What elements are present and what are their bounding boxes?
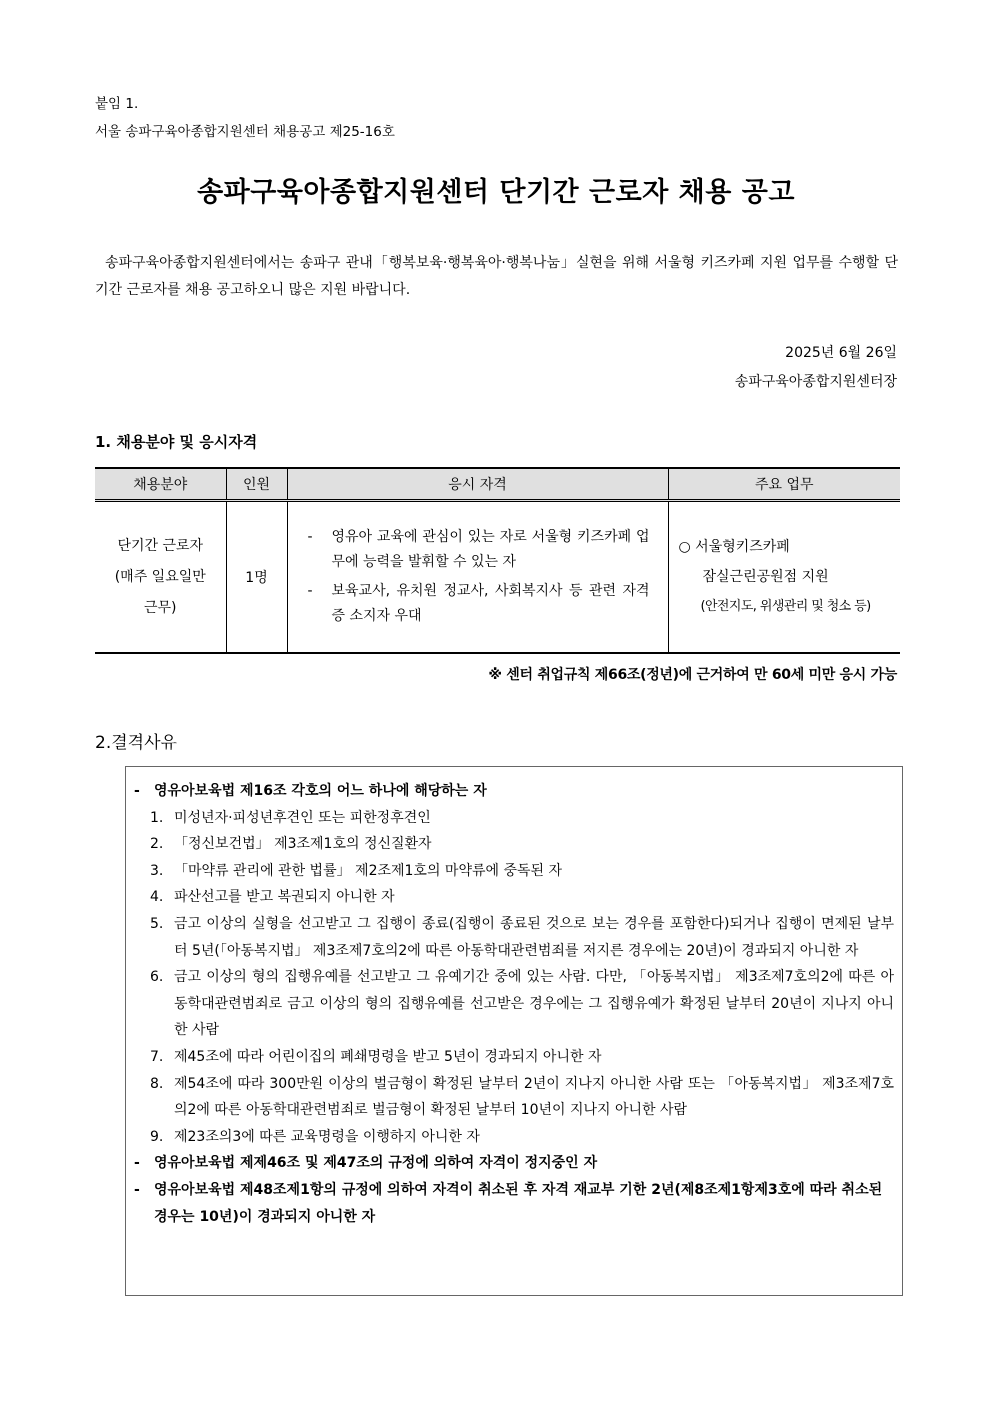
sub-item-number: 1.: [150, 809, 164, 826]
sub-item-text: 제23조의3에 따른 교육명령을 이행하지 아니한 자: [174, 1128, 480, 1145]
dash-marker: -: [307, 529, 313, 545]
duty-line: ○ 서울형키즈카페: [678, 539, 790, 555]
field-line: 단기간 근로자: [117, 537, 204, 554]
field-line: 근무): [143, 599, 177, 616]
sub-item-text: 금고 이상의 실형을 선고받고 그 집행이 종료(집행이 종료된 것으로 보는 경우를 포함한다)되거나 집행이 면제된 날부터 5년(「아동복지법」 제3조제7호의2에 따른 아동학대관련범죄를 저지른 경우에는 20년)이 경과되지 아니한 자: [174, 915, 894, 959]
sub-item: [134, 1044, 894, 1071]
sub-item-number: 4.: [150, 889, 164, 906]
qualification-item: [308, 525, 650, 575]
sub-item-text: 「마약류 관리에 관한 법률」 제2조제1호의 마약류에 중독된 자: [174, 862, 563, 879]
attachment-label: 붙임 1.: [95, 96, 139, 112]
item-text: 영유아보육법 제16조 각호의 어느 하나에 해당하는 자: [154, 783, 487, 799]
cell-field: [95, 501, 226, 654]
sub-item: [134, 805, 894, 832]
sub-item: [134, 884, 894, 911]
sub-item: [134, 858, 894, 885]
qualification-text: 영유아 교육에 관심이 있는 자로 서울형 키즈카페 업무에 능력을 발휘할 수 있는 자: [331, 529, 650, 570]
cell-count: 1명: [226, 501, 287, 654]
sub-item-text: 「정신보건법」 제3조제1호의 정신질환자: [174, 836, 432, 853]
sub-item-text: 제45조에 따라 어린이집의 폐쇄명령을 받고 5년이 경과되지 아니한 자: [174, 1048, 602, 1065]
table-header-row: [95, 468, 900, 501]
qualification-text: 보육교사, 유치원 정교사, 사회복지사 등 관련 자격증 소지자 우대: [331, 583, 650, 624]
sub-item-number: 6.: [150, 969, 164, 986]
item-text: 영유아보육법 제제46조 및 제47조의 규정에 의하여 자격이 정지중인 자: [154, 1155, 598, 1172]
page-title: 송파구육아종합지원센터 단기간 근로자 채용 공고: [197, 177, 795, 208]
sub-item-number: 3.: [150, 862, 164, 879]
sub-item-text: 제54조에 따라 300만원 이상의 벌금형이 확정된 날부터 2년이 지나지 아니한 사람 또는 「아동복지법」 제3조제7호의2에 따른 아동학대관련범죄로 벌금형이 확정된 날부터 10년이 지나지 아니한 사람: [174, 1075, 894, 1119]
dash-marker: -: [134, 783, 140, 799]
age-footnote: ※ 센터 취업규칙 제66조(정년)에 근거하여 만 60세 미만 응시 가능: [488, 667, 897, 683]
sub-item-text: 파산선고를 받고 복권되지 아니한 자: [174, 889, 395, 906]
cell-duty: [668, 501, 900, 654]
header-field: 채용분야: [95, 468, 226, 501]
sub-item-text: 금고 이상의 형의 집행유예를 선고받고 그 유예기간 중에 있는 사람. 다만, 「아동복지법」 제3조제7호의2에 따른 아동학대관련범죄로 금고 이상의 형의 집행유예를 선고받은 경우에는 그 집행유예가 확정된 날부터 20년이 지나지 아니한 사람: [174, 969, 894, 1039]
sub-item: [134, 1124, 894, 1151]
sub-item-number: 9.: [150, 1128, 164, 1145]
header-count: 인원: [226, 468, 287, 501]
signature: 송파구육아종합지원센터장: [734, 374, 897, 390]
duty-line: 잠실근린공원점 지원: [702, 569, 829, 585]
sub-item: [134, 1071, 894, 1124]
disqualification-item: [134, 1177, 894, 1230]
duty-line: (안전지도, 위생관리 및 청소 등): [700, 599, 871, 614]
notice-date: 2025년 6월 26일: [785, 345, 897, 361]
sub-item: [134, 831, 894, 858]
sub-item-text: 미성년자·피성년후견인 또는 피한정후견인: [174, 809, 431, 826]
disqualification-item: [134, 1150, 894, 1177]
sub-item: [134, 964, 894, 1044]
sub-item-number: 2.: [150, 836, 164, 853]
field-line: (매주 일요일만: [114, 568, 206, 585]
sub-item-number: 8.: [150, 1075, 164, 1092]
sub-item-number: 5.: [150, 915, 164, 932]
dash-marker: -: [134, 1155, 140, 1172]
intro-paragraph: 송파구육아종합지원센터에서는 송파구 관내「행복보육·행복육아·행복나눔」실현을 위해 서울형 키즈카페 지원 업무를 수행할 단기간 근로자를 채용 공고하오니 많은 지원 바랍니다.: [95, 255, 898, 298]
section-2-heading: 2.결격사유: [95, 733, 177, 753]
recruitment-table: [95, 467, 900, 654]
dash-marker: -: [307, 583, 313, 599]
qualification-item: [308, 579, 650, 629]
disqualification-box: [125, 766, 903, 1296]
disqualification-item: [134, 778, 894, 805]
table-row: [95, 501, 900, 654]
item-text: 영유아보육법 제48조제1항의 규정에 의하여 자격이 취소된 후 자격 재교부 기한 2년(제8조제1항제3호에 따라 취소된 경우는 10년)이 경과되지 아니한 자: [154, 1181, 883, 1225]
header-duty: 주요 업무: [668, 468, 900, 501]
sub-item: [134, 911, 894, 964]
dash-marker: -: [134, 1181, 140, 1198]
notice-number: 서울 송파구육아종합지원센터 채용공고 제25-16호: [95, 124, 395, 140]
cell-qualification: [287, 501, 668, 654]
sub-item-number: 7.: [150, 1048, 164, 1065]
header-qualification: 응시 자격: [287, 468, 668, 501]
section-1-heading: 1. 채용분야 및 응시자격: [95, 433, 258, 451]
